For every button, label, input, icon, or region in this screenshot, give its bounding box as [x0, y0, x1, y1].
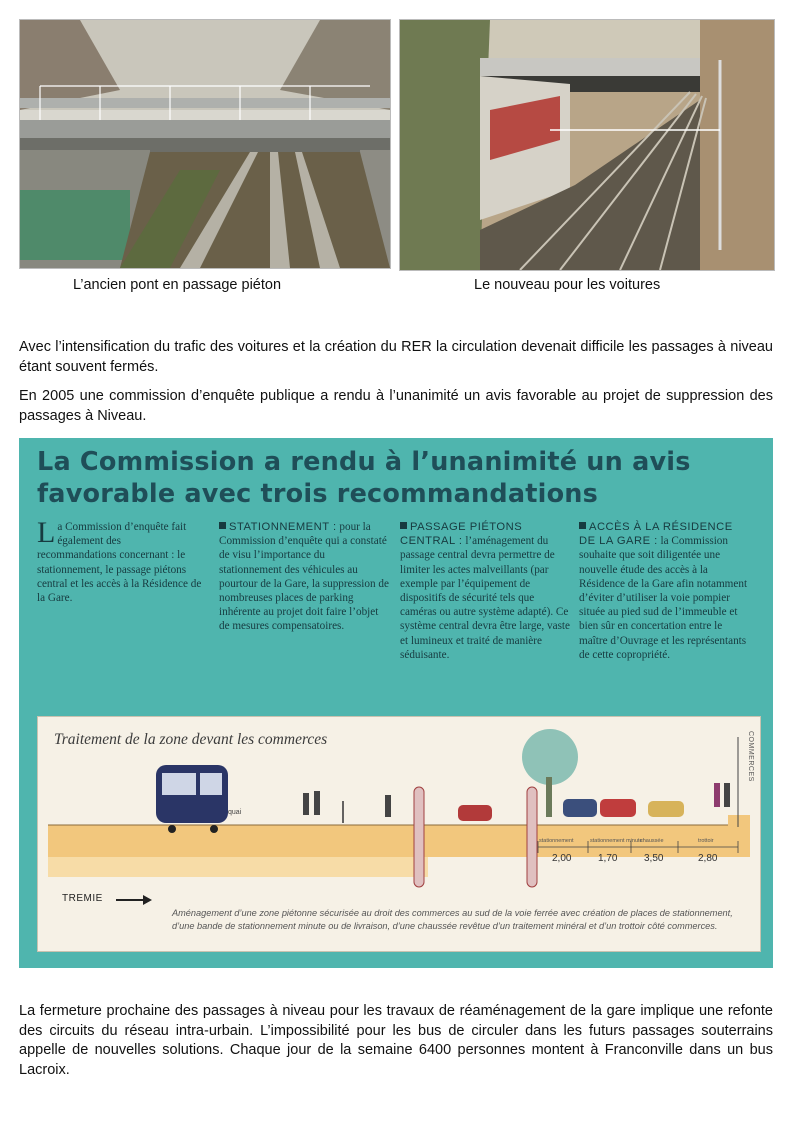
column-acces-text: la Commission souhaite que soit diligentée une nouvelle étude des accès à la Résidence de la Gare afin notamment d’éviter d’utiliser la voie pompier située au pied sud de l’immeuble et bien sûr en concertation entre le maître d’Ouvrage et les représentants de cette copropriété.	[579, 535, 748, 661]
photo-old-bridge	[19, 19, 391, 269]
dimension-label: trottoir	[698, 838, 714, 844]
paragraph-bus: La fermeture prochaine des passages à niveau pour les travaux de réaménagement de la gare implique une refonte des circuits du réseau intra-urbain. L’impossibilité pour les bus de circuler dans les futurs passages souterrains appelle de nouvelles solutions. Chaque jour de la semaine 6400 personnes montent à Franconville dans un bus Lacroix.	[19, 1003, 773, 1078]
quai-label: quai	[228, 809, 242, 816]
old-bridge-image	[20, 20, 390, 268]
dimension-value: 1,70	[598, 853, 618, 864]
commission-panel	[19, 438, 773, 968]
column-passage-head: PASSAGE PIÉTONS CENTRAL :	[400, 521, 523, 548]
paragraph-commission: En 2005 une commission d’enquête publique a rendu à l’unanimité un avis favorable au projet de suppression des passages à Niveau.	[19, 388, 773, 424]
square-bullet-icon	[400, 522, 407, 529]
photo-new-bridge	[399, 19, 775, 271]
caption-new-bridge: Le nouveau pour les voitures	[474, 277, 661, 293]
column-passage-text: l’aménagement du passage central devra permettre de limiter les actes malveillants (par exemple par l’équipement de dispositifs de sécurité tels que caméras ou autre système adapté). Ce système central devra être large, vaste et lumineux et traité de manière séduisante.	[400, 535, 571, 661]
tremie-label: TREMIE	[62, 893, 103, 904]
column-acces	[579, 520, 749, 662]
column-intro-text: a Commission d’enquête fait également des recommandations concernant : le stationnement, le passage piétons central et les accès à la Résidence de la Gare.	[37, 521, 202, 605]
dimension-value: 2,80	[698, 853, 718, 864]
dimension-label: stationnement	[539, 838, 574, 844]
column-passage	[400, 520, 570, 662]
cross-section-diagram	[37, 716, 761, 952]
dimension-label: chaussée	[640, 838, 664, 844]
column-intro	[37, 516, 203, 605]
dimension-value: 3,50	[644, 853, 664, 864]
caption-old-bridge: L’ancien pont en passage piéton	[73, 277, 282, 293]
diagram-note: Aménagement d’une zone piétonne sécurisée au droit des commerces au sud de la voie ferrée avec création de places de stationnement, d’une bande de stationnement minute ou de livraison, d’une chaussée revêtue d’un traitement minéral et d’un trottoir côté commerces.	[172, 908, 733, 931]
column-acces-head: ACCÈS À LA RÉSIDENCE DE LA GARE :	[579, 521, 733, 548]
column-stationnement-text: pour la Commission d’enquête qui a constaté de visu l’importance du stationnement des véhicules au pourtour de la Gare, la suppression de nombreuses places de parking inhérente au projet doit faire l’objet de mesures compensatoires.	[219, 521, 389, 633]
paragraph-traffic: Avec l’intensification du trafic des voitures et la création du RER la circulation devenait difficile les passages à niveau étant souvent fermés.	[19, 339, 773, 375]
dimension-value: 2,00	[552, 853, 572, 864]
column-stationnement-head: STATIONNEMENT :	[229, 521, 337, 533]
diagram-title: Traitement de la zone devant les commerces	[54, 731, 328, 748]
dimension-label: stationnement minute	[590, 838, 643, 844]
diagram-side-label: COMMERCES	[747, 731, 754, 782]
square-bullet-icon	[579, 522, 586, 529]
column-stationnement	[219, 520, 389, 634]
dropcap-letter: L	[37, 516, 56, 549]
square-bullet-icon	[219, 522, 226, 529]
new-bridge-image	[400, 20, 774, 270]
panel-title: La Commission a rendu à l’unanimité un avis favorable avec trois recommandations	[37, 447, 691, 509]
